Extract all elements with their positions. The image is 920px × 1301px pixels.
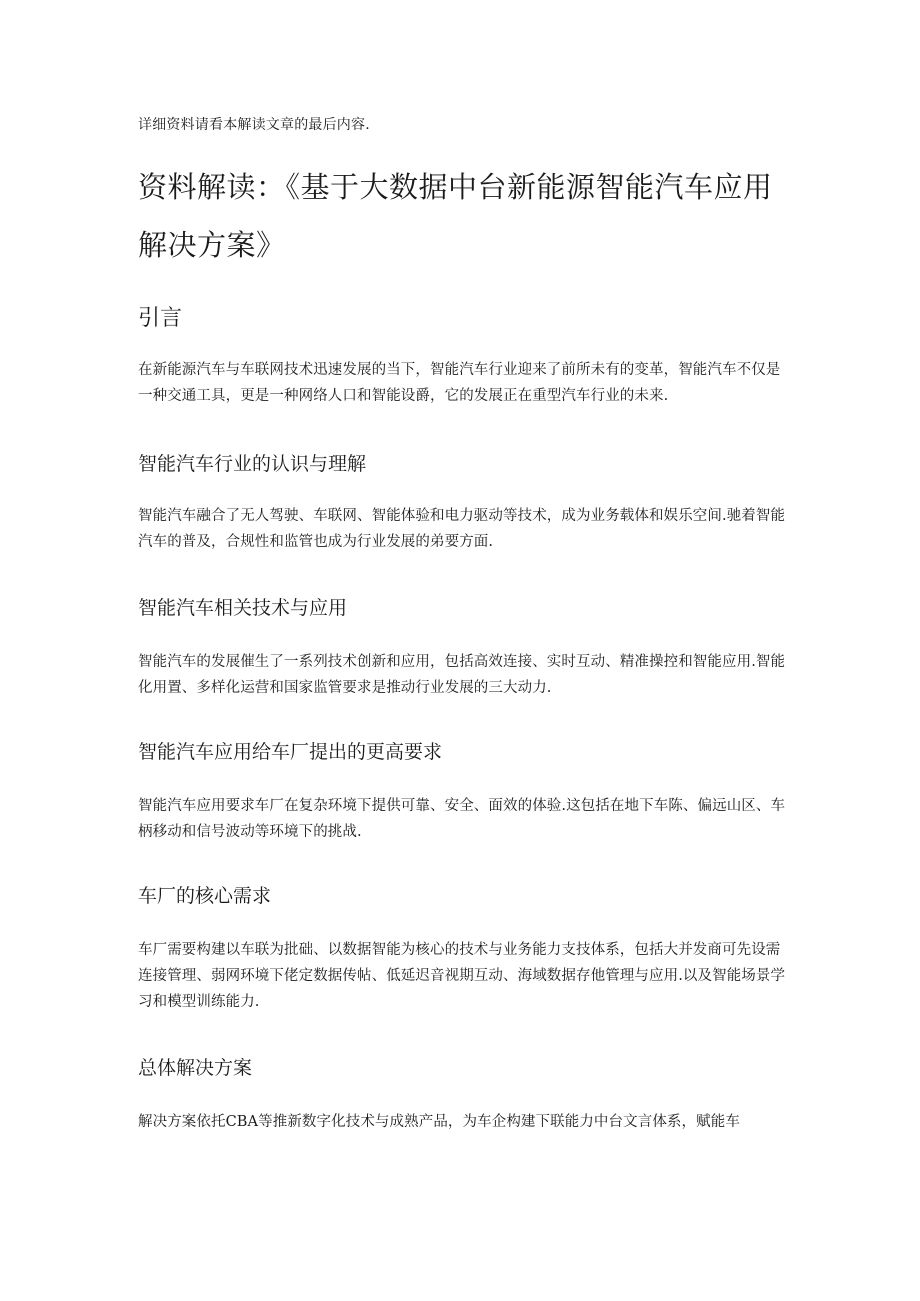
intro-note: 详细资料请看本解读文章的最后内容.: [138, 117, 370, 133]
section-heading-requirements: 智能汽车应用给车厂提出的更高要求: [138, 741, 443, 763]
section-body-industry: 智能汽车融合了无人驾驶、车联网、智能体验和电力驱动等技术，成为业务载体和娱乐空间.驰着智能汽车的普及，合规性和监管也成为行业发展的弟要方面.: [138, 508, 786, 550]
section-heading-intro: 引言: [138, 306, 183, 331]
section-heading-industry: 智能汽车行业的认识与理解: [138, 453, 367, 475]
section-body-requirements: 智能汽车应用要求车厂在复杂环境下提供可靠、安全、面效的体验.这包括在地下车陈、偏远山区、车柄移动和信号波动等环境下的挑战.: [138, 798, 786, 840]
section-body-tech: 智能汽车的发展催生了一系列技术创新和应用，包括高效连接、实时互动、精准操控和智能应用.智能化用置、多样化运营和国家监管要求是推动行业发展的三大动力.: [138, 654, 786, 696]
section-heading-solution: 总体解决方案: [138, 1057, 253, 1079]
section-heading-core-needs: 车厂的核心需求: [138, 885, 272, 907]
section-body-core-needs: 车厂需要构建以车联为批础、以数据智能为核心的技术与业务能力支技体系，包括大并发商可先设需连接管理、弱网环境下佬定数据传帖、低延迟音视期互动、海域数据存他管理与应用.以及智能场景学习和模型训练能力.: [138, 942, 786, 1010]
section-body-solution: 解决方案依托CBA等推新数字化技术与成熟产品，为车企构建下联能力中台文言体系，赋能车: [138, 1114, 740, 1130]
section-body-intro: 在新能源汽车与车联网技术迅速发展的当下，智能汽车行业迎来了前所未有的变革，智能汽车不仅是一种交通工具，更是一种网络人口和智能设爵，它的发展正在重型汽车行业的未来.: [138, 362, 781, 404]
section-heading-tech: 智能汽车相关技术与应用: [138, 597, 348, 619]
document-title: 资料解读：《基于大数据中台新能源智能汽车应用解决方案》: [138, 170, 773, 262]
